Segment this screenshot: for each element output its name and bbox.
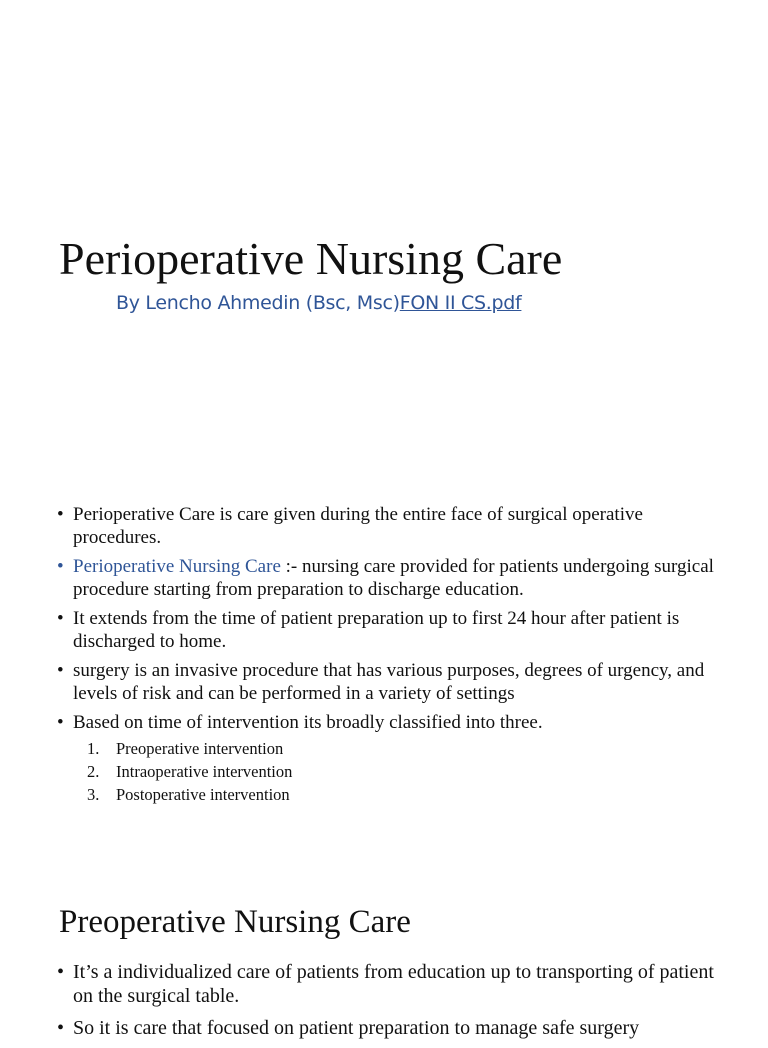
list-number: 2. (87, 761, 100, 781)
section-title: Preoperative Nursing Care (59, 904, 411, 940)
bullet-icon: • (57, 608, 64, 629)
pdf-link[interactable]: FON II CS.pdf (399, 292, 522, 314)
bullet-item (57, 556, 717, 601)
list-item (73, 737, 717, 760)
list-item (73, 783, 717, 806)
bullet-icon: • (57, 660, 64, 681)
list-text: Preoperative intervention (116, 738, 284, 758)
bullet-text: Based on time of intervention its broadly classified into three. (73, 712, 543, 733)
bullet-text: It extends from the time of patient preparation up to first 24 hour after patient is discharged to home. (73, 608, 680, 652)
list-number: 3. (87, 784, 100, 804)
list-text: Postoperative intervention (116, 784, 290, 804)
bullet-icon: • (57, 504, 64, 525)
preoperative-bullet-list (57, 960, 717, 1048)
bullet-icon: • (57, 556, 64, 577)
list-item (73, 760, 717, 783)
bullet-text: Perioperative Care is care given during the entire face of surgical operative procedures. (73, 504, 643, 548)
bullet-icon: • (57, 712, 64, 733)
bullet-text: :- nursing care provided for patients undergoing surgical procedure starting from preparation to discharge education. (73, 556, 714, 600)
bullet-text: It’s a individualized care of patients from education up to transporting of patient on the surgical table. (73, 961, 714, 1007)
bullet-item (57, 608, 717, 653)
bullet-item (57, 1016, 717, 1040)
bullet-item (57, 712, 717, 806)
list-text: Intraoperative intervention (116, 761, 293, 781)
bullet-highlight: Perioperative Nursing Care (73, 556, 281, 577)
bullet-item (57, 660, 717, 705)
page-title: Perioperative Nursing Care (59, 233, 563, 284)
author-line: By Lencho Ahmedin (Bsc, Msc) (116, 292, 400, 314)
subtitle (116, 290, 521, 316)
bullet-icon: • (57, 1017, 65, 1039)
bullet-item (57, 960, 717, 1008)
bullet-text: So it is care that focused on patient preparation to manage safe surgery (73, 1017, 640, 1039)
classification-list (73, 737, 717, 806)
bullet-icon: • (57, 961, 65, 983)
bullet-item (57, 504, 717, 549)
intro-bullet-list (57, 504, 717, 813)
bullet-text: surgery is an invasive procedure that has various purposes, degrees of urgency, and levels of risk and can be performed in a variety of settings (73, 660, 705, 704)
list-number: 1. (87, 738, 100, 758)
